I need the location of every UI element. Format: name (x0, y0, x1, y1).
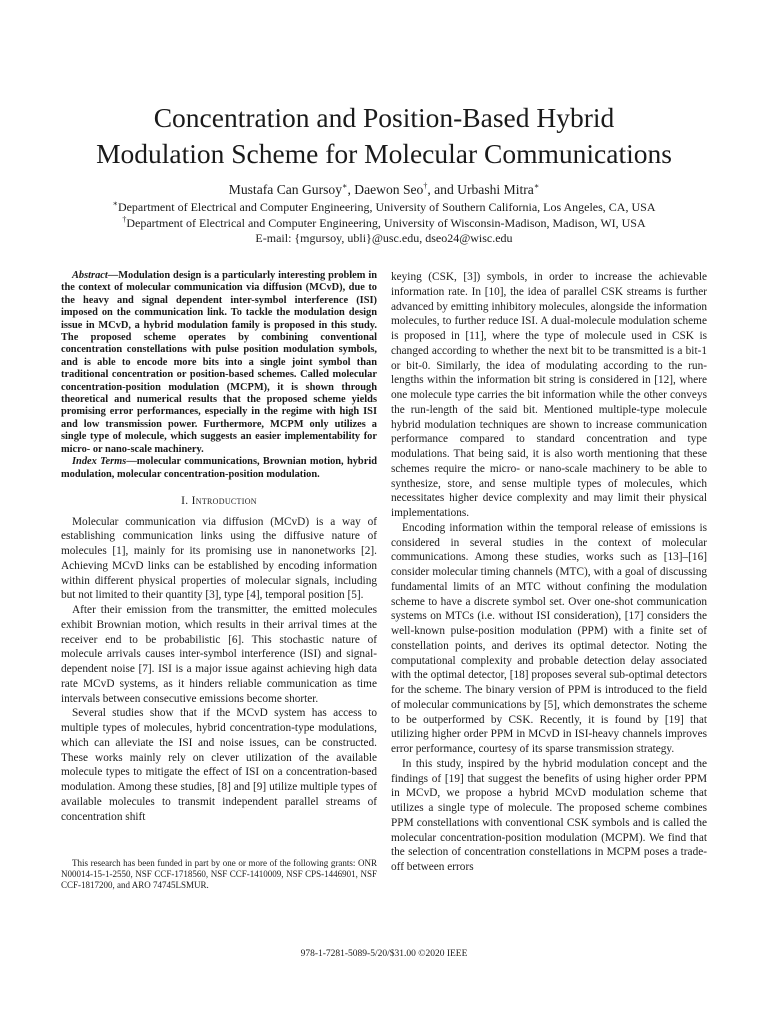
author-seo: , Daewon Seo (347, 182, 424, 197)
abstract-text: —Modulation design is a particularly interesting problem in the context of molecular communication via diffusion (MCvD), due to the heavy and signal dependent inter-symbol interference (ISI) imposed on the communication link. To tackle the modulation design issue in MCvD, a hybrid modulation family is proposed in this study. The proposed scheme operates by combining conventional concentration constellations with pulse position modulation symbols, and is able to encode more bits into a single joint symbol than traditional concentration or position-based schemes. Called molecular concentration-position modulation (MCPM), it is shown through theoretical and numerical results that the proposed scheme yields promising error performances, especially in the regime with high ISI and low transmission power. Furthermore, MCPM only utilizes a single type of molecule, which suggests an easier implementability for micro- or nano-scale machinery. (61, 270, 377, 455)
author-mark: † (423, 181, 428, 191)
affiliation-mark: ∗ (112, 199, 118, 208)
index-terms-label: Index Terms (72, 456, 127, 468)
affiliation-mark: † (122, 214, 127, 224)
paragraph: Encoding information within the temporal release of emissions is considered in several studies in the context of molecular communications. Among these studies, works such as [13]–[16] consider molecular timing channels (MTC), with a goal of discussing fundamental limits of an MTC without confining the modulation scheme to have a discrete symbol set. Over one-shot communication systems on MTCs (i.e. without ISI consideration), [17] considers the well-known pulse-position modulation (PPM) with a finite set of constellation points, and derives its optimal detector. Noting the computational complexity and probable detection delay associated with the optimal detector, [18] proposes several sub-optimal detectors for the scheme. The binary version of PPM is introduced to the field of molecular communications by [5], which demonstrates the scheme to be outperformed by CSK. Recently, it is found by [19] that utilizing higher order PPM in MCvD in ISI-heavy channels improves error performance, courtesy of its sparse transmission strategy. (391, 521, 707, 755)
section-title: Introduction (191, 494, 257, 507)
paragraph: Several studies show that if the MCvD system has access to multiple types of molecules, hybrid concentration-type modulations, which can alleviate the ISI and noise issues, can be constructed. These works mainly rely on clever utilization of the available molecule types to mitigate the effect of ISI on a concentration-based modulation. Among these studies, [8] and [9] utilize multiple types of available molecules to transmit independent parallel streams of concentration shift (61, 707, 377, 823)
affiliation-usc (40, 200, 728, 216)
index-terms (61, 456, 377, 481)
paragraph: In this study, inspired by the hybrid modulation concept and the findings of [19] that suggest the benefits of using higher order PPM in MCvD, we propose a hybrid MCvD modulation scheme that utilizes a single type of molecule. The proposed scheme combines PPM constellations with conventional CSK symbols and is called the molecular concentration-position modulation (MCPM). We find that the selection of concentration constellations in MCPM poses a trade-off between errors (391, 757, 707, 873)
author-emails: E-mail: {mgursoy, ubli}@usc.edu, dseo24@wisc.edu (255, 231, 513, 245)
title-line-2: Modulation Scheme for Molecular Communications (96, 138, 672, 169)
right-column (391, 270, 707, 875)
index-terms-text: —molecular communications, Brownian motion, hybrid modulation, molecular concentration-position modulation. (61, 456, 377, 480)
affiliation-text: Department of Electrical and Computer Engineering, University of Southern California, Los Angeles, CA, USA (117, 200, 656, 214)
footnote-text: This research has been funded in part by one or more of the following grants: ONR N00014-15-1-2550, NSF CCF-1718560, NSF CCF-1410009, NSF CPS-1446901, NSF CCF-1817200, and ARO 74745LSMUR. (61, 858, 377, 891)
funding-footnote (61, 858, 377, 892)
title-line-1: Concentration and Position-Based Hybrid (153, 102, 615, 133)
paper-title (40, 100, 728, 172)
abstract (61, 270, 377, 481)
abstract-label: Abstract (72, 270, 108, 281)
paragraph: Molecular communication via diffusion (MCvD) is a way of establishing communication links using the diffusive nature of molecules [1], mainly for its promising use in nanonetworks [2]. Achieving MCvD links can be established by encoding information within different physical properties of molecular signals, including but not limited to their quantity [3], type [4], temporal position [5]. (61, 515, 377, 602)
author-mark: ∗ (342, 181, 348, 191)
paragraph: After their emission from the transmitter, the emitted molecules exhibit Brownian motion, which results in their arrival times at the receiver end to be probabilistic [6]. This stochastic nature of molecule arrivals causes inter-symbol interference (ISI) and signal-dependent noise [7]. ISI is a major issue against achieving high data rate MCvD systems, as it hinders reliable communication as time intervals between consecutive emissions become shorter. (61, 604, 377, 705)
author-mark: ∗ (533, 181, 540, 191)
affiliation-wisc (40, 216, 728, 232)
author-mitra: , and Urbashi Mitra (427, 182, 534, 197)
author-gursoy: Mustafa Can Gursoy (228, 182, 343, 197)
paragraph: keying (CSK, [3]) symbols, in order to increase the achievable information rate. In [10], the idea of parallel CSK streams is further advanced by emitting inhibitory molecules, alongside the information molecules, to further reduce ISI. A dual-molecule modulation scheme is proposed in [11], where the type of molecule used in CSK is changed according to whether the next bit to be transmitted is a bit-1 or bit-0. Similarly, the idea of modulating according to the run-lengths within the information bit string is considered in [12], where one molecule type carries the bit information while the other conveys the run-length of the said bit. Mentioned multiple-type molecule hybrid modulation techniques are shown to increase communication performance compared to standard concentration and type modulations. That being said, it is also worth mentioning that these schemes require the micro- or nano-scale machinery to be able to synthesize, store, and sense multiple types of molecules, which necessitates higher device complexity and may limit their physical implementations. (391, 271, 707, 519)
section-heading-introduction (61, 494, 377, 509)
affiliation-text: Department of Electrical and Computer Engineering, University of Wisconsin-Madison, Madison, WI, USA (126, 215, 646, 230)
affiliations (40, 200, 728, 247)
ieee-copyright-line: 978-1-7281-5089-5/20/$31.00 ©2020 IEEE (300, 949, 468, 959)
left-column (61, 270, 377, 824)
section-numeral: I. (181, 494, 192, 507)
author-list (40, 181, 728, 198)
